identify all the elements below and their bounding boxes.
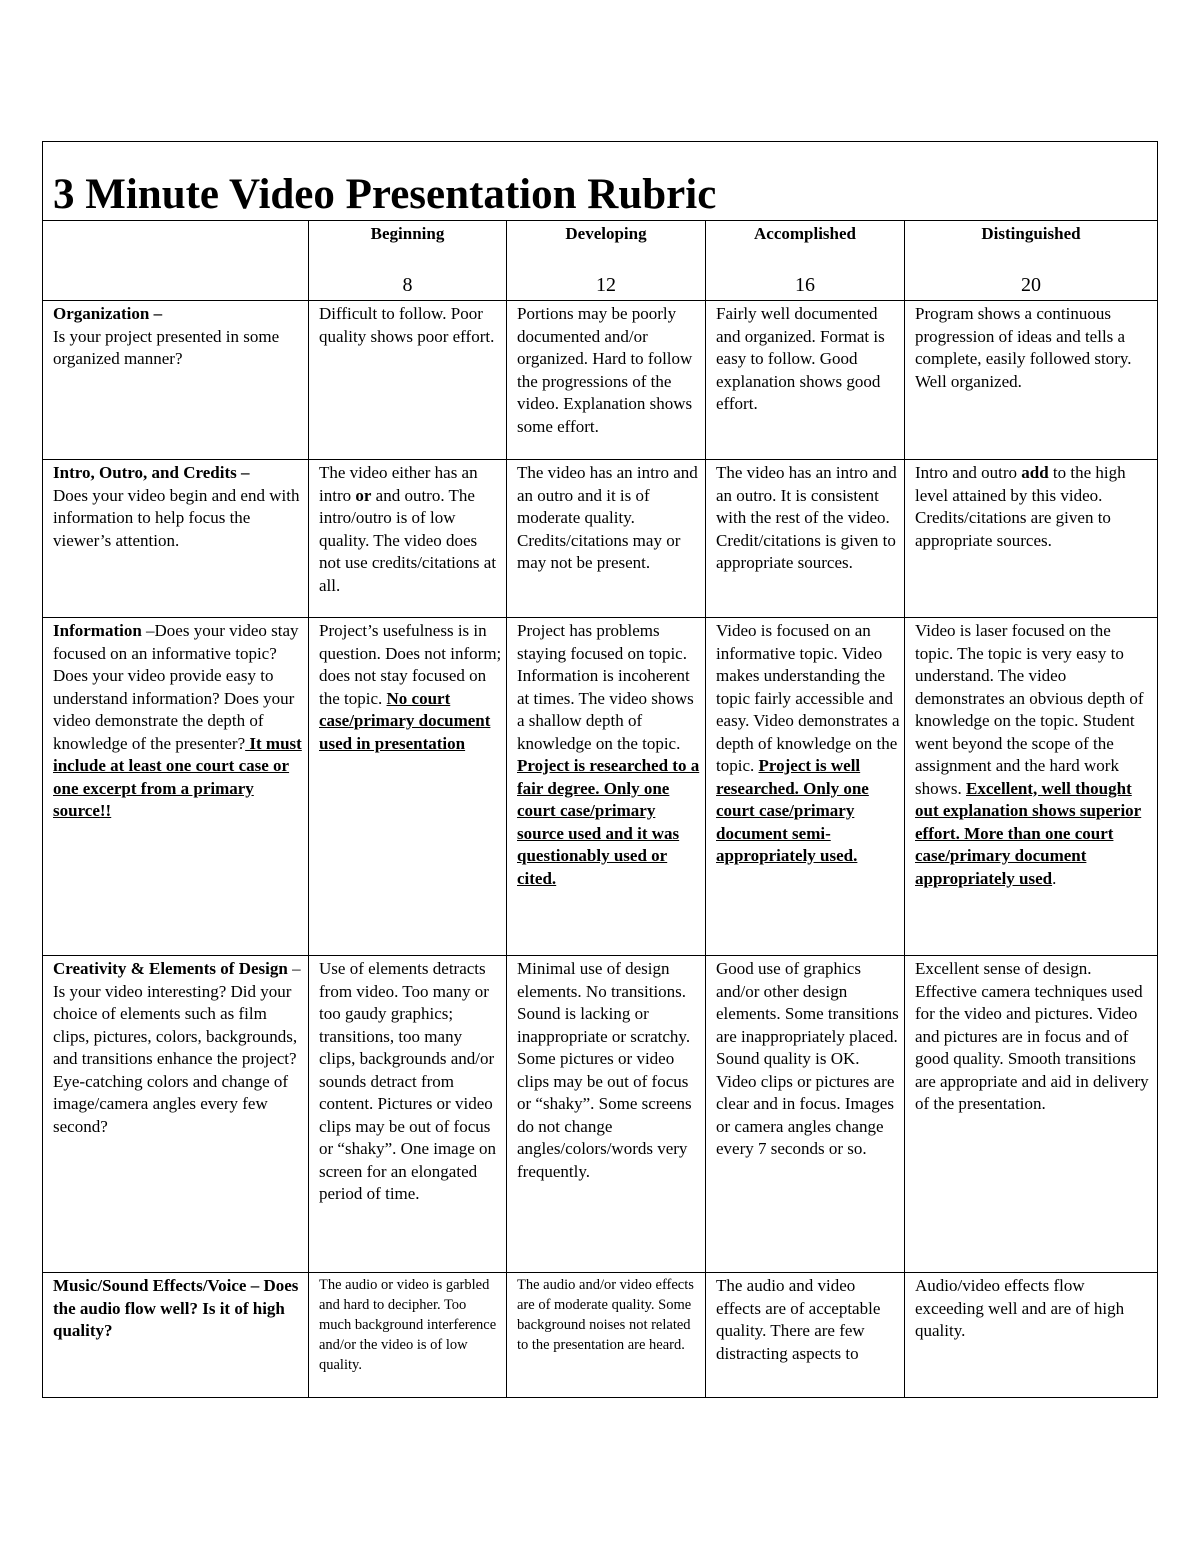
rating-cell-accomplished: Good use of graphics and/or other design elements. Some transitions are inappropriately placed. Sound quality is OK. Video clips or pictures are clear and in focus. Images or camera angles change every 7 seconds or so. xyxy=(706,956,905,1273)
criterion-row-intro-outro-credits xyxy=(43,460,1158,618)
criterion-name: Intro, Outro, and Credits – xyxy=(53,463,250,482)
rating-cell-beginning: Difficult to follow. Poor quality shows poor effort. xyxy=(309,301,507,460)
criterion-question: – Is your video interesting? Did your choice of elements such as film clips, pictures, colors, backgrounds, and transitions enhance the project? Eye-catching colors and change of image/camera angles every few second? xyxy=(53,959,301,1136)
rating-cell-accomplished xyxy=(706,618,905,956)
rating-text: and outro. The intro/outro is of low quality. The video does not use credits/citations at all. xyxy=(319,485,497,595)
rating-cell-distinguished: Audio/video effects flow exceeding well and are of high quality. xyxy=(905,1273,1158,1398)
level-points: 8 xyxy=(402,274,413,296)
rating-cell-distinguished xyxy=(905,460,1158,618)
rating-cell-distinguished xyxy=(905,618,1158,956)
rating-cell-beginning: Use of elements detracts from video. Too many or too gaudy graphics; transitions, too many clips, backgrounds and/or sounds detract from content. Pictures or video clips may be out of focus or “shaky”. One image on screen for an elongated period of time. xyxy=(309,956,507,1273)
level-header-accomplished xyxy=(706,221,905,301)
title-row xyxy=(43,142,1158,221)
criterion-name: Information xyxy=(53,621,142,640)
rating-text: Project’s usefulness is in question. Does not inform; does not stay focused on the topic. xyxy=(319,621,502,708)
level-name: Accomplished xyxy=(754,224,856,243)
rating-cell-beginning: The audio or video is garbled and hard to decipher. Too much background interference and/or the video is of low quality. xyxy=(309,1273,507,1398)
rating-cell-accomplished: The video has an intro and an outro. It is consistent with the rest of the video. Credit/citations is given to appropriate sources. xyxy=(706,460,905,618)
header-row xyxy=(43,221,1158,301)
rating-cell-beginning xyxy=(309,618,507,956)
rating-cell-beginning xyxy=(309,460,507,618)
rating-cell-developing: The audio and/or video effects are of moderate quality. Some background noises not related to the presentation are heard. xyxy=(507,1273,706,1398)
criterion-cell xyxy=(43,460,309,618)
criterion-row-information xyxy=(43,618,1158,956)
rating-requirement: No court case/primary document used in presentation xyxy=(319,688,491,753)
rating-text: Intro and outro xyxy=(915,463,1022,482)
rating-emphasis: add xyxy=(1021,463,1049,482)
rating-cell-distinguished: Excellent sense of design. Effective camera techniques used for the video and pictures. Video and pictures are in focus and of good quality. Smooth transitions are appropriate and aid in delivery of the presentation. xyxy=(905,956,1158,1273)
rating-emphasis: or xyxy=(355,485,372,505)
criterion-requirement: It must include at least one court case or one excerpt from a primary source!! xyxy=(53,733,302,820)
rating-cell-developing: Portions may be poorly documented and/or organized. Hard to follow the progressions of the video. Explanation shows some effort. xyxy=(507,301,706,460)
rating-cell-distinguished: Program shows a continuous progression of ideas and tells a complete, easily followed story. Well organized. xyxy=(905,301,1158,460)
rating-requirement: Project is well researched. Only one court case/primary document semi-appropriately used. xyxy=(716,756,869,865)
criterion-cell xyxy=(43,956,309,1273)
rubric-table xyxy=(42,141,1158,1398)
criterion-question: Does your video begin and end with information to help focus the viewer’s attention. xyxy=(53,485,300,550)
criterion-cell xyxy=(43,618,309,956)
level-points: 20 xyxy=(1021,274,1041,296)
criterion-question: –Does your video stay focused on an informative topic? Does your video provide easy to understand information? Does your video demonstrate the depth of knowledge of the presenter? xyxy=(53,621,299,753)
rating-text: Video is laser focused on the topic. The topic is very easy to understand. The video demonstrates an obvious depth of knowledge on the topic. Student went beyond the scope of the assignment and the hard work shows. xyxy=(915,621,1144,798)
criterion-cell: Music/Sound Effects/Voice – Does the audio flow well? Is it of high quality? xyxy=(43,1273,309,1398)
rating-requirement: Project is researched to a fair degree. Only one court case/primary source used and it was questionably used or cited. xyxy=(517,756,700,888)
criterion-name: Organization – xyxy=(53,304,163,323)
level-name: Distinguished xyxy=(981,224,1081,243)
header-blank-cell xyxy=(43,221,309,301)
rating-text: to the high level attained by this video. Credits/citations are given to appropriate sources. xyxy=(915,463,1126,550)
rating-cell-developing xyxy=(507,618,706,956)
level-header-beginning xyxy=(309,221,507,301)
level-points: 16 xyxy=(795,274,815,296)
level-header-distinguished xyxy=(905,221,1158,301)
rating-text: Video is focused on an informative topic. Video makes understanding the topic fairly accessible and easy. Video demonstrates a depth of knowledge on the topic. xyxy=(716,621,900,775)
level-header-developing xyxy=(507,221,706,301)
criterion-row-creativity-design xyxy=(43,956,1158,1273)
criterion-row-music-sound xyxy=(43,1273,1158,1398)
level-name: Beginning xyxy=(370,224,445,243)
criterion-row-organization xyxy=(43,301,1158,460)
page-title: 3 Minute Video Presentation Rubric xyxy=(43,142,1158,221)
rating-text: The video either has an intro xyxy=(319,463,478,505)
rating-text: . xyxy=(1052,868,1057,888)
level-name: Developing xyxy=(565,224,647,243)
rating-cell-accomplished: Fairly well documented and organized. Format is easy to follow. Good explanation shows good effort. xyxy=(706,301,905,460)
rating-cell-developing: The video has an intro and an outro and it is of moderate quality. Credits/citations may or may not be present. xyxy=(507,460,706,618)
rating-cell-accomplished: The audio and video effects are of acceptable quality. There are few distracting aspects to xyxy=(706,1273,905,1398)
rating-requirement: Excellent, well thought out explanation shows superior effort. More than one court case/primary document appropriately used xyxy=(915,778,1142,888)
criterion-name: Creativity & Elements of Design xyxy=(53,959,288,978)
criterion-question: Is your project presented in some organized manner? xyxy=(53,326,280,368)
rating-text: Project has problems staying focused on topic. Information is incoherent at times. The video shows a shallow depth of knowledge on the topic. xyxy=(517,621,694,753)
level-points: 12 xyxy=(596,274,616,296)
criterion-cell xyxy=(43,301,309,460)
rating-cell-developing: Minimal use of design elements. No transitions. Sound is lacking or inappropriate or scratchy. Some pictures or video clips may be out of focus or “shaky”. Some screens do not change angles/colors/words very frequently. xyxy=(507,956,706,1273)
